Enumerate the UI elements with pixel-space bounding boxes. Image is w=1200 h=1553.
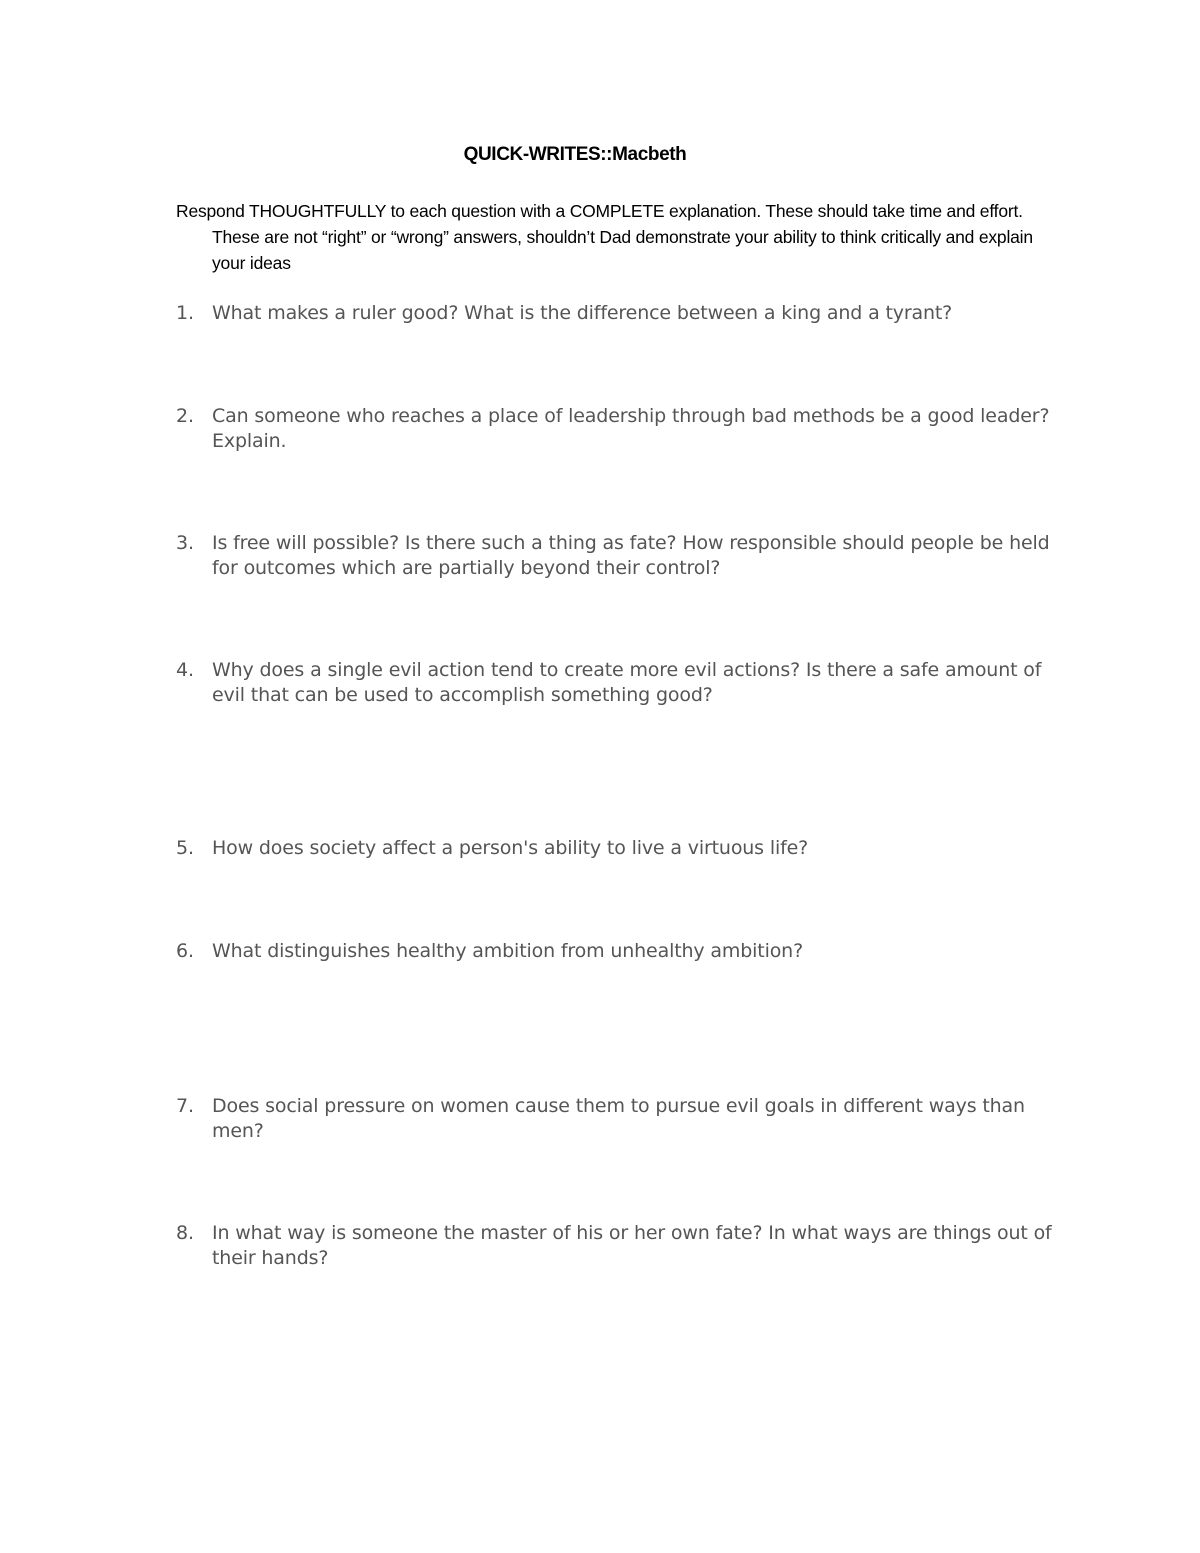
- question-text: Why does a single evil action tend to create more evil actions? Is there a safe amount of evil that can be used to accomplish something good?: [212, 659, 1042, 706]
- question-item-7: [176, 1094, 1076, 1143]
- question-text: In what way is someone the master of his or her own fate? In what ways are things out of their hands?: [212, 1222, 1052, 1269]
- question-number: 4.: [176, 659, 194, 681]
- question-text: Can someone who reaches a place of leadership through bad methods be a good leader? Explain.: [212, 405, 1050, 452]
- question-item-2: [176, 404, 1076, 453]
- instructions-paragraph: Respond THOUGHTFULLY to each question with a COMPLETE explanation. These should take time and effort. These are not “right” or “wrong” answers, shouldn’t Dad demonstrate your ability to think critically and explain your ideas: [176, 201, 1033, 273]
- question-item-5: [176, 836, 1076, 861]
- question-text: Does social pressure on women cause them to pursue evil goals in different ways than men?: [212, 1095, 1025, 1142]
- question-number: 6.: [176, 940, 194, 962]
- question-item-3: [176, 531, 1076, 580]
- question-text: How does society affect a person's ability to live a virtuous life?: [212, 837, 809, 859]
- question-item-4: [176, 658, 1076, 707]
- question-item-6: [176, 939, 1076, 964]
- question-number: 3.: [176, 532, 194, 554]
- question-number: 8.: [176, 1222, 194, 1244]
- question-number: 7.: [176, 1095, 194, 1117]
- question-number: 1.: [176, 302, 194, 324]
- document-title: QUICK-WRITES::Macbeth: [463, 144, 687, 165]
- question-text: What makes a ruler good? What is the difference between a king and a tyrant?: [212, 302, 953, 324]
- question-item-1: [176, 301, 1076, 326]
- question-text: Is free will possible? Is there such a thing as fate? How responsible should people be held for outcomes which are partially beyond their control?: [212, 532, 1050, 579]
- question-number: 5.: [176, 837, 194, 859]
- question-text: What distinguishes healthy ambition from unhealthy ambition?: [212, 940, 804, 962]
- question-item-8: [176, 1221, 1076, 1270]
- question-number: 2.: [176, 405, 194, 427]
